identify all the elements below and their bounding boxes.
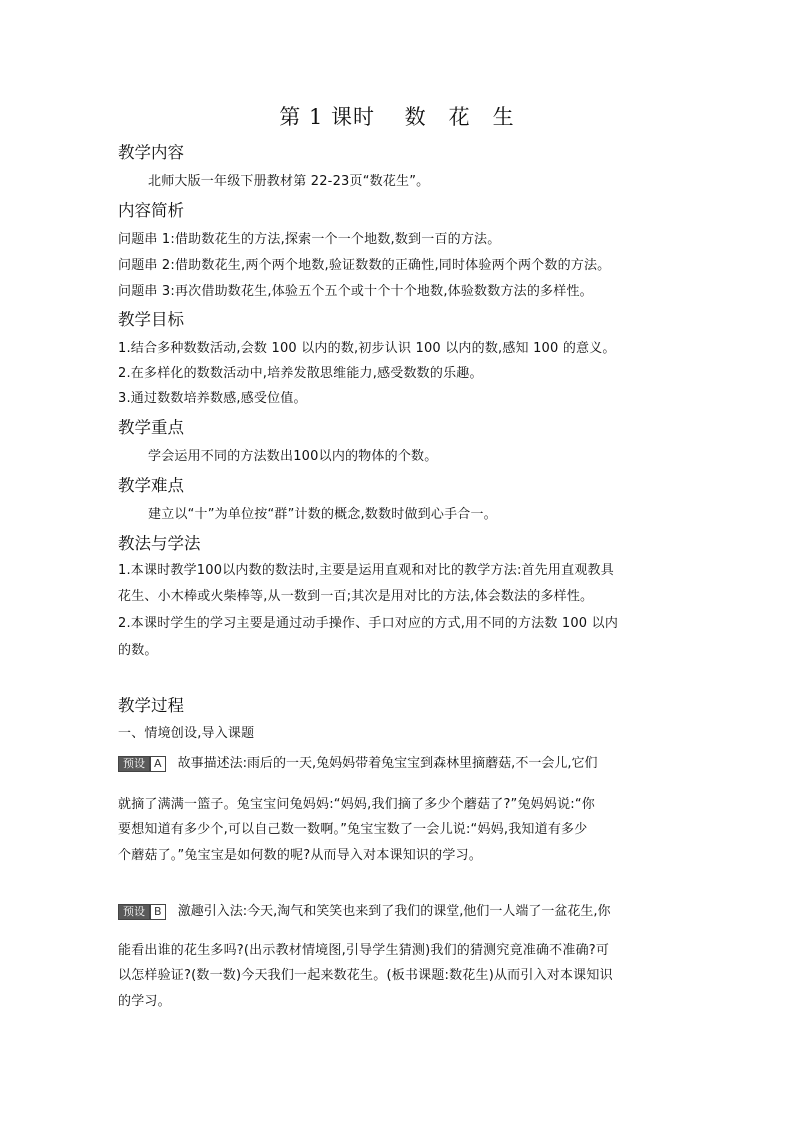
goal-item: 3.通过数数培养数感,感受位值。 [118, 391, 307, 406]
preset-a-line: 个蘑菇了。”兔宝宝是如何数的呢?从而导入对本课知识的学习。 [118, 848, 482, 863]
key-points-text: 学会运用不同的方法数出100以内的物体的个数。 [148, 449, 438, 464]
difficulty-text: 建立以“十”为单位按“群”计数的概念,数数时做到心手合一。 [148, 507, 497, 522]
preset-a-first-line [118, 752, 597, 772]
heading-methods: 教法与学法 [118, 534, 201, 553]
analysis-item: 问题串 2:借助数花生,两个两个地数,验证数数的正确性,同时体验两个两个数的方法。 [118, 258, 611, 273]
methods-line: 2.本课时学生的学习主要是通过动手操作、手口对应的方式,用不同的方法数 100 以内 [118, 616, 619, 631]
methods-line: 1.本课时教学100以内数的数法时,主要是运用直观和对比的教学方法:首先用直观教具 [118, 563, 614, 578]
preset-b-line: 能看出谁的花生多吗?(出示教材情境图,引导学生猜测)我们的猜测究竟准确不准确?可 [118, 943, 610, 958]
heading-key-points: 教学重点 [118, 418, 184, 437]
teaching-content-text: 北师大版一年级下册教材第 22-23页“数花生”。 [148, 174, 430, 189]
analysis-item: 问题串 3:再次借助数花生,体验五个五个或十个十个地数,体验数数方法的多样性。 [118, 284, 593, 299]
page-title: 第 1 课时 数 花 生 [279, 105, 515, 129]
preset-badge: 预设 [118, 756, 150, 772]
preset-b-first-line [118, 900, 610, 920]
methods-line: 花生、小木棒或火柴棒等,从一数到一百;其次是用对比的方法,体会数法的多样性。 [118, 589, 594, 604]
preset-badge: 预设 [118, 904, 150, 920]
preset-b-line: 激趣引入法:今天,淘气和笑笑也来到了我们的课堂,他们一人端了一盆花生,你 [177, 904, 611, 919]
heading-difficulty: 教学难点 [118, 476, 184, 495]
goal-item: 2.在多样化的数数活动中,培养发散思维能力,感受数数的乐趣。 [118, 366, 483, 381]
goal-item: 1.结合多种数数活动,会数 100 以内的数,初步认识 100 以内的数,感知 100 的意义。 [118, 341, 616, 356]
heading-teaching-content: 教学内容 [118, 143, 184, 162]
preset-letter-b: B [150, 904, 166, 920]
preset-letter-a: A [150, 756, 166, 772]
heading-teaching-goals: 教学目标 [118, 310, 184, 329]
heading-content-analysis: 内容简析 [118, 201, 184, 220]
methods-line: 的数。 [118, 643, 158, 658]
preset-b-line: 的学习。 [118, 994, 171, 1009]
heading-teaching-process: 教学过程 [118, 696, 184, 715]
preset-a-line: 要想知道有多少个,可以自己数一数啊。”兔宝宝数了一会儿说:“妈妈,我知道有多少 [118, 822, 588, 837]
analysis-item: 问题串 1:借助数花生的方法,探索一个一个地数,数到一百的方法。 [118, 232, 501, 247]
preset-b-line: 以怎样验证?(数一数)今天我们一起来数花生。(板书课题:数花生)从而引入对本课知识 [118, 968, 613, 983]
preset-a-line: 故事描述法:雨后的一天,兔妈妈带着兔宝宝到森林里摘蘑菇,不一会儿,它们 [177, 756, 598, 771]
process-subheading: 一、情境创设,导入课题 [118, 726, 255, 741]
preset-a-line: 就摘了满满一篮子。兔宝宝问兔妈妈:“妈妈,我们摘了多少个蘑菇了?”兔妈妈说:“你 [118, 797, 595, 812]
